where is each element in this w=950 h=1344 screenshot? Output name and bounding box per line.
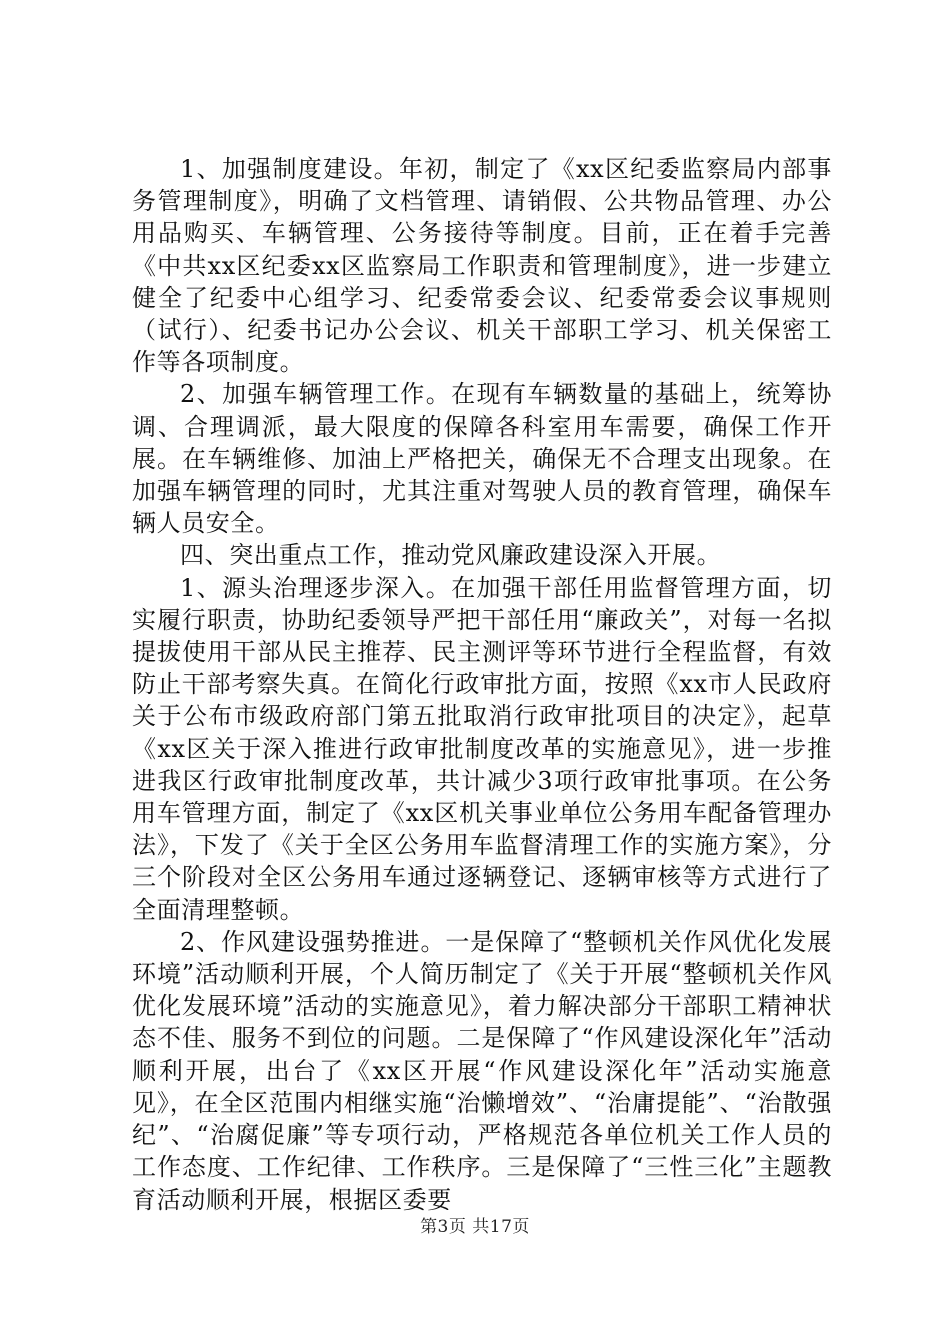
section-heading-key-work: 四、突出重点工作，推动党风廉政建设深入开展。 — [180, 541, 722, 570]
paragraph-system-building: 1、加强制度建设。年初，制定了《xx区纪委监察局内部事务管理制度》，明确了文档管理、请销假、公共物品管理、办公用品购买、车辆管理、公务接待等制度。目前，正在着手完善《中共xx区纪委xx区监察局工作职责和管理制度》，进一步建立健全了纪委中心组学习、纪委常委会议、纪委常委会议事规则（试行）、纪委书记办公会议、机关干部职工学习、机关保密工作等各项制度。 — [132, 155, 832, 377]
paragraph-work-style: 2、作风建设强势推进。一是保障了“整顿机关作风优化发展环境”活动顺利开展，个人简历制定了《关于开展“整顿机关作风优化发展环境”活动的实施意见》，着力解决部分干部职工精神状态不佳、服务不到位的问题。二是保障了“作风建设深化年”活动顺利开展，出台了《xx区开展“作风建设深化年”活动实施意见》，在全区范围内相继实施“治懒增效”、“治庸提能”、“治散强纪”、“治腐促廉”等专项行动，严格规范各单位机关工作人员的工作态度、工作纪律、工作秩序。三是保障了“三性三化”主题教育活动顺利开展，根据区委要 — [132, 927, 832, 1214]
page-number-footer: 第3页 共17页 — [420, 1217, 530, 1237]
paragraph-vehicle-management: 2、加强车辆管理工作。在现有车辆数量的基础上，统筹协调、合理调派，最大限度的保障各科室用车需要，确保工作开展。在车辆维修、加油上严格把关，确保无不合理支出现象。在加强车辆管理的同时，尤其注重对驾驶人员的教育管理，确保车辆人员安全。 — [132, 380, 832, 538]
paragraph-source-governance: 1、源头治理逐步深入。在加强干部任用监督管理方面，切实履行职责，协助纪委领导严把干部任用“廉政关”，对每一名拟提拔使用干部从民主推荐、民主测评等环节进行全程监督，有效防止干部考察失真。在简化行政审批方面，按照《xx市人民政府关于公布市级政府部门第五批取消行政审批项目的决定》，起草《xx区关于深入推进行政审批制度改革的实施意见》，进一步推进我区行政审批制度改革，共计减少3项行政审批事项。在公务用车管理方面，制定了《xx区机关事业单位公务用车配备管理办法》，下发了《关于全区公务用车监督清理工作的实施方案》，分三个阶段对全区公务用车通过逐辆登记、逐辆审核等方式进行了全面清理整顿。 — [132, 573, 832, 924]
document-body — [132, 153, 832, 1216]
